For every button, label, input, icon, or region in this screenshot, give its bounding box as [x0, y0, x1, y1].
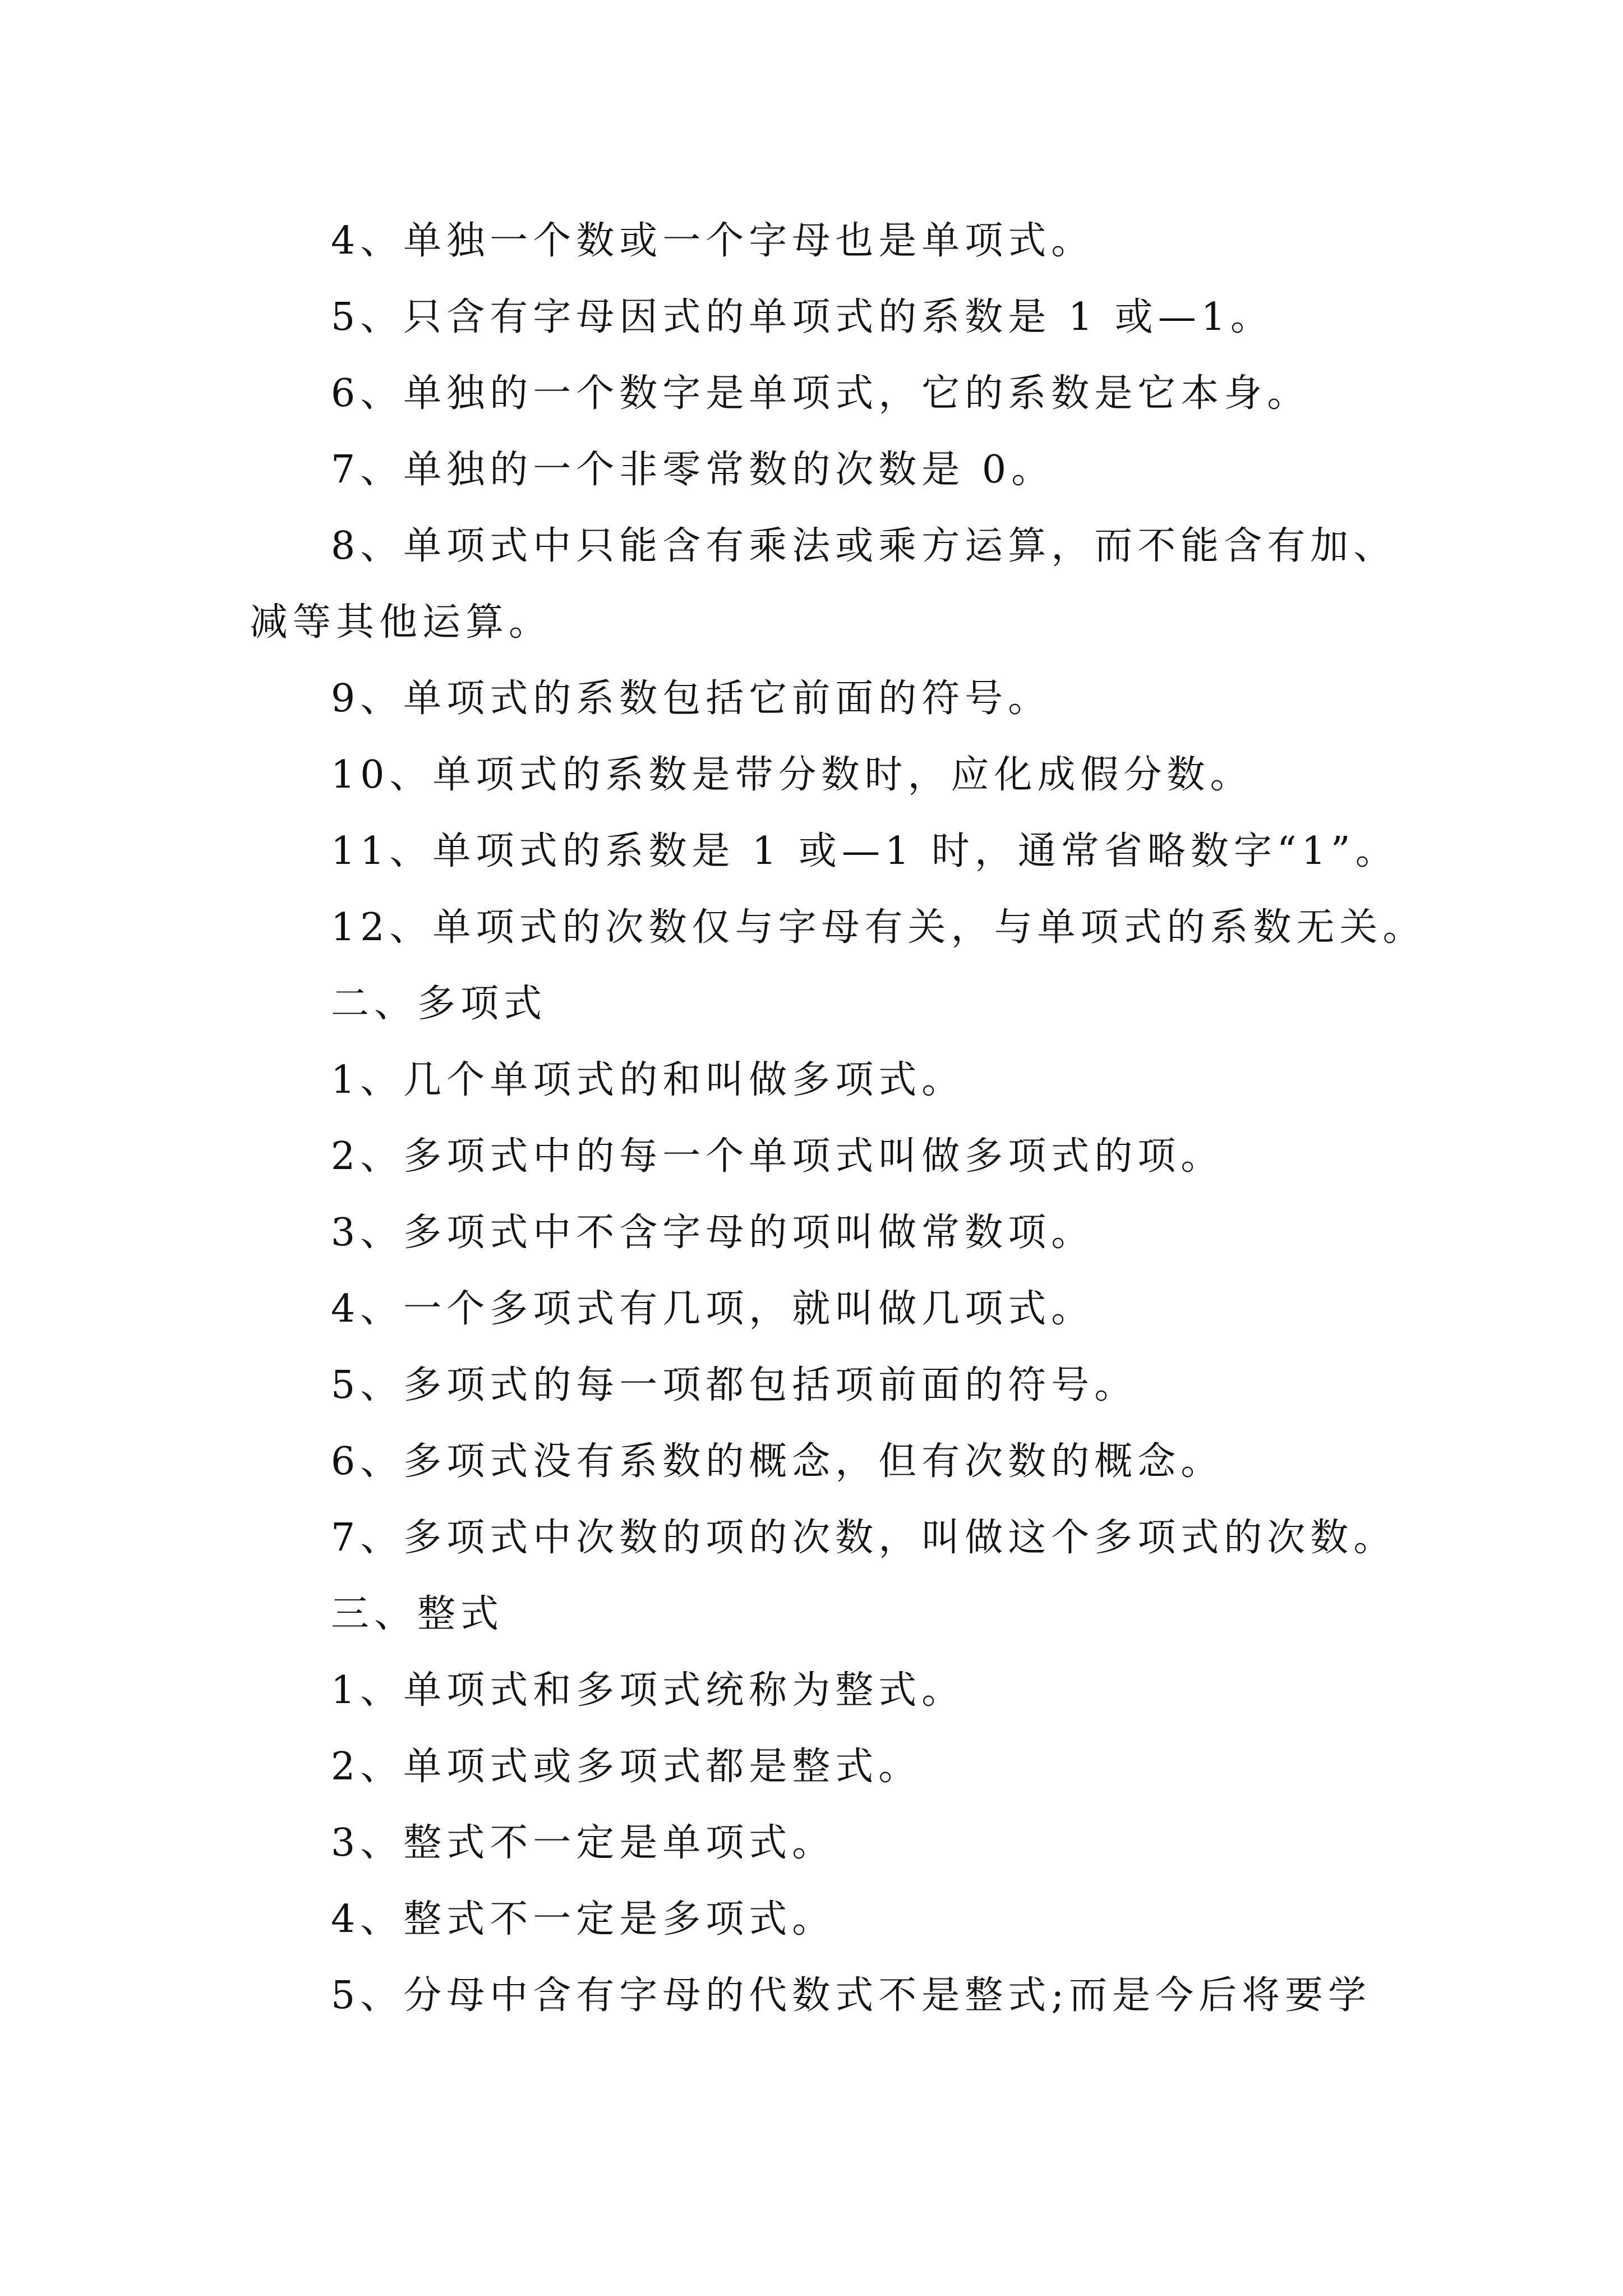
text-line: 11、单项式的系数是 1 或—1 时，通常省略数字“1”。 [331, 829, 1399, 873]
text-line: 4、整式不一定是多项式。 [331, 1897, 836, 1941]
text-line: 1、单项式和多项式统称为整式。 [331, 1668, 965, 1713]
text-line: 2、单项式或多项式都是整式。 [331, 1745, 922, 1789]
text-line: 8、单项式中只能含有乘法或乘方运算，而不能含有加、 [331, 524, 1397, 568]
text-line: 6、多项式没有系数的概念，但有次数的概念。 [331, 1439, 1224, 1484]
section-heading: 二、多项式 [331, 982, 547, 1026]
text-line: 12、单项式的次数仅与字母有关，与单项式的系数无关。 [331, 905, 1426, 950]
text-line: 3、多项式中不含字母的项叫做常数项。 [331, 1211, 1095, 1255]
text-line: 2、多项式中的每一个单项式叫做多项式的项。 [331, 1134, 1224, 1179]
text-line: 10、单项式的系数是带分数时，应化成假分数。 [331, 753, 1253, 797]
text-line: 5、只含有字母因式的单项式的系数是 1 或—1。 [331, 295, 1274, 339]
text-line: 4、单独一个数或一个字母也是单项式。 [331, 219, 1095, 263]
text-line: 1、几个单项式的和叫做多项式。 [331, 1058, 965, 1102]
text-line: 7、单独的一个非零常数的次数是 0。 [331, 448, 1055, 492]
text-line: 5、分母中含有字母的代数式不是整式;而是今后将要学 [331, 1973, 1372, 2018]
text-line: 3、整式不一定是单项式。 [331, 1821, 836, 1865]
section-heading: 三、整式 [331, 1592, 504, 1636]
text-line: 4、一个多项式有几项，就叫做几项式。 [331, 1287, 1095, 1331]
text-line: 9、单项式的系数包括它前面的符号。 [331, 677, 1052, 721]
text-line: 减等其他运算。 [250, 600, 552, 645]
text-line: 7、多项式中次数的项的次数，叫做这个多项式的次数。 [331, 1516, 1397, 1560]
text-line: 6、单独的一个数字是单项式，它的系数是它本身。 [331, 371, 1311, 416]
text-line: 5、多项式的每一项都包括项前面的符号。 [331, 1363, 1138, 1407]
